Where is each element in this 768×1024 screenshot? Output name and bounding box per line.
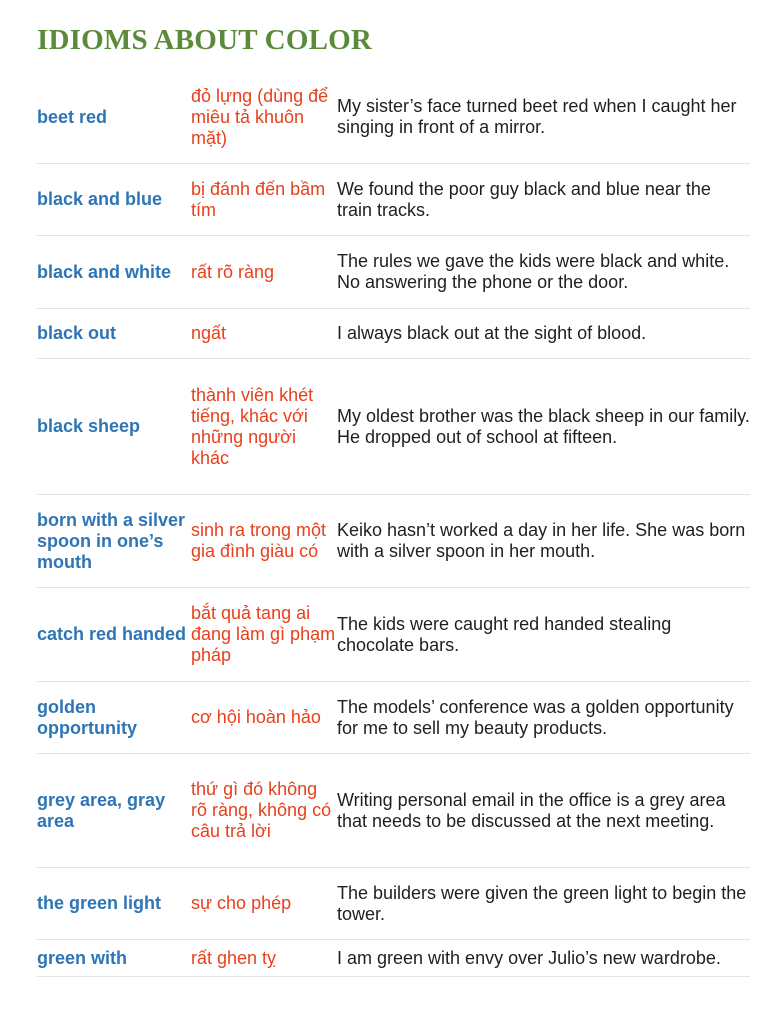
table-row: [37, 588, 750, 682]
idiom-term: black and blue: [37, 189, 163, 209]
table-row: [37, 236, 750, 309]
idiom-example: Keiko hasn’t worked a day in her life. She was born with a silver spoon in her mouth.: [337, 520, 746, 561]
idiom-translation: sinh ra trong một gia đình giàu có: [191, 520, 327, 561]
idiom-table: [37, 71, 750, 977]
idiom-example: The models’ conference was a golden opportunity for me to sell my beauty products.: [337, 696, 734, 738]
idiom-example: I always black out at the sight of blood.: [337, 323, 647, 343]
idiom-translation: sự cho phép: [191, 893, 292, 913]
table-row: [37, 754, 750, 868]
table-row: [37, 71, 750, 164]
page-title: IDIOMS ABOUT COLOR: [37, 24, 373, 56]
idiom-example: We found the poor guy black and blue near the train tracks.: [337, 178, 711, 220]
idiom-example: The rules we gave the kids were black and white. No answering the phone or the door.: [337, 251, 730, 292]
table-row: [37, 495, 750, 588]
table-row: [37, 868, 750, 940]
idiom-example: The builders were given the green light to begin the tower.: [337, 882, 747, 924]
idiom-translation: rất rõ ràng: [191, 261, 275, 282]
idiom-translation: rất ghen tỵ: [191, 947, 277, 968]
idiom-term: beet red: [37, 106, 108, 127]
idiom-term: grey area, gray area: [37, 789, 166, 831]
idiom-example: I am green with envy over Julio’s new wardrobe.: [337, 947, 721, 968]
idiom-term: black and white: [37, 261, 172, 282]
idiom-term: black out: [37, 323, 117, 343]
idiom-term: born with a silver spoon in one’s mouth: [37, 509, 186, 572]
table-row: [37, 164, 750, 236]
idiom-translation: bắt quả tang ai đang làm gì phạm pháp: [191, 603, 336, 665]
idiom-term: green with: [37, 947, 128, 968]
table-row: [37, 359, 750, 495]
idiom-translation: ngất: [191, 323, 227, 343]
idiom-translation: cơ hội hoàn hảo: [191, 707, 321, 727]
idiom-translation: đỏ lựng (dùng để miêu tả khuôn mặt): [191, 85, 329, 148]
table-row: [37, 682, 750, 754]
idiom-term: the green light: [37, 893, 162, 913]
table-row: [37, 309, 750, 359]
idiom-term: golden opportunity: [37, 696, 137, 738]
idiom-example: The kids were caught red handed stealing chocolate bars.: [337, 613, 672, 655]
table-row: [37, 940, 750, 977]
idiom-term: catch red handed: [37, 624, 187, 644]
idiom-term: black sheep: [37, 416, 141, 436]
idiom-translation: thành viên khét tiếng, khác với những người khác: [191, 384, 314, 468]
idiom-example: Writing personal email in the office is a grey area that needs to be discussed at the next meeting.: [337, 789, 726, 831]
idiom-translation: bị đánh đến bầm tím: [191, 178, 326, 220]
idiom-translation: thứ gì đó không rõ ràng, không có câu trả lời: [191, 779, 332, 841]
idiom-example: My sister’s face turned beet red when I caught her singing in front of a mirror.: [337, 96, 737, 137]
idiom-example: My oldest brother was the black sheep in our family. He dropped out of school at fifteen.: [337, 405, 750, 447]
